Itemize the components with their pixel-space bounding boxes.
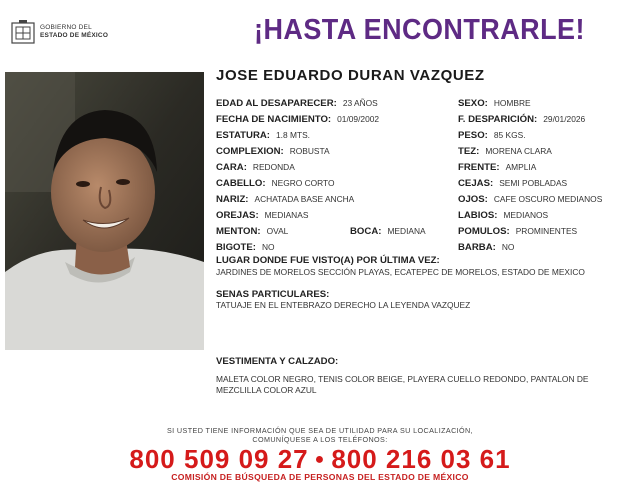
person-photo bbox=[5, 72, 204, 350]
field-bigote bbox=[216, 240, 275, 254]
person-name: JOSE EDUARDO DURAN VAZQUEZ bbox=[216, 67, 485, 84]
field-frente bbox=[458, 160, 536, 174]
field-value: 1.8 MTS. bbox=[276, 130, 310, 140]
field-cejas bbox=[458, 176, 567, 190]
field-value: NEGRO CORTO bbox=[271, 178, 335, 188]
field-orejas bbox=[216, 208, 308, 222]
field-value: CAFE OSCURO MEDIANOS bbox=[493, 194, 603, 204]
field-value: AMPLIA bbox=[505, 162, 537, 172]
field-value: HOMBRE bbox=[493, 98, 531, 108]
separator-dot-icon: ● bbox=[314, 451, 326, 468]
state-government-logo bbox=[10, 20, 120, 48]
field-edad bbox=[216, 96, 378, 110]
info-line2: COMUNÍQUESE A LOS TELÉFONOS: bbox=[252, 435, 388, 444]
field-value: 23 AÑOS bbox=[342, 98, 378, 108]
field-value: NO bbox=[261, 242, 275, 252]
field-value: PROMINENTES bbox=[515, 226, 578, 236]
field-label: OREJAS: bbox=[216, 210, 259, 221]
field-tez bbox=[458, 144, 552, 158]
field-label: MENTON: bbox=[216, 226, 261, 237]
field-label: PESO: bbox=[458, 130, 488, 141]
gov-logo-text bbox=[40, 24, 108, 40]
headline: ¡HASTA ENCONTRARLE! bbox=[254, 14, 585, 46]
field-value: OVAL bbox=[266, 226, 289, 236]
field-nariz bbox=[216, 192, 354, 206]
field-peso bbox=[458, 128, 526, 142]
field-label: OJOS: bbox=[458, 194, 488, 205]
field-value: NO bbox=[501, 242, 515, 252]
last-seen-value: JARDINES DE MORELOS SECCIÓN PLAYAS, ECATEPEC DE MORELOS, ESTADO DE MEXICO bbox=[216, 267, 585, 277]
state-emblem-icon bbox=[10, 20, 36, 46]
field-value: MEDIANOS bbox=[503, 210, 549, 220]
field-value: MORENA CLARA bbox=[485, 146, 552, 156]
field-label: LABIOS: bbox=[458, 210, 498, 221]
field-label: FRENTE: bbox=[458, 162, 500, 173]
field-label: SEXO: bbox=[458, 98, 488, 109]
field-label: COMPLEXION: bbox=[216, 146, 284, 157]
field-value: 01/09/2002 bbox=[337, 114, 380, 124]
field-label: CEJAS: bbox=[458, 178, 494, 189]
field-menton bbox=[216, 224, 288, 238]
field-ojos bbox=[458, 192, 602, 206]
field-label: ESTATURA: bbox=[216, 130, 271, 141]
field-label: CARA: bbox=[216, 162, 247, 173]
marks-value: TATUAJE EN EL ENTEBRAZO DERECHO LA LEYENDA VAZQUEZ bbox=[216, 300, 471, 310]
phone-numbers bbox=[0, 444, 640, 475]
field-label: NARIZ: bbox=[216, 194, 249, 205]
clothing-label: VESTIMENTA Y CALZADO: bbox=[216, 356, 339, 367]
field-fecha-desaparicion bbox=[458, 112, 585, 126]
field-labios bbox=[458, 208, 548, 222]
field-label: BIGOTE: bbox=[216, 242, 256, 253]
field-barba bbox=[458, 240, 514, 254]
field-value: SEMI POBLADAS bbox=[499, 178, 568, 188]
field-label: EDAD AL DESAPARECER: bbox=[216, 98, 337, 109]
field-complexion bbox=[216, 144, 330, 158]
field-label: F. DESPARICIÓN: bbox=[458, 114, 538, 125]
commission-name: COMISIÓN DE BÚSQUEDA DE PERSONAS DEL ESTADO DE MÉXICO bbox=[171, 472, 469, 482]
field-label: TEZ: bbox=[458, 146, 480, 157]
phone-1[interactable]: 800 509 09 27 bbox=[129, 444, 309, 474]
gov-logo-line2: ESTADO DE MÉXICO bbox=[40, 32, 109, 39]
field-pomulos bbox=[458, 224, 577, 238]
last-seen-label: LUGAR DONDE FUE VISTO(A) POR ÚLTIMA VEZ: bbox=[216, 255, 440, 266]
person-photo-illustration bbox=[5, 72, 204, 350]
field-value: 29/01/2026 bbox=[543, 114, 586, 124]
gov-logo-line1: GOBIERNO DEL bbox=[40, 24, 92, 31]
info-line1: SI USTED TIENE INFORMACIÓN QUE SEA DE UTILIDAD PARA SU LOCALIZACIÓN, bbox=[166, 426, 474, 435]
field-label: POMULOS: bbox=[458, 226, 510, 237]
field-value: ROBUSTA bbox=[289, 146, 330, 156]
marks-label: SENAS PARTICULARES: bbox=[216, 289, 330, 300]
field-label: BARBA: bbox=[458, 242, 496, 253]
field-value: ACHATADA BASE ANCHA bbox=[254, 194, 355, 204]
clothing-value: MALETA COLOR NEGRO, TENIS COLOR BEIGE, PLAYERA CUELLO REDONDO, PANTALON DE MEZCLILLA COLOR AZUL bbox=[216, 374, 589, 395]
field-value: REDONDA bbox=[252, 162, 295, 172]
field-estatura bbox=[216, 128, 310, 142]
field-cabello bbox=[216, 176, 335, 190]
field-value: MEDIANA bbox=[387, 226, 426, 236]
field-fecha-nacimiento bbox=[216, 112, 379, 126]
field-cara bbox=[216, 160, 295, 174]
field-sexo bbox=[458, 96, 531, 110]
field-label: CABELLO: bbox=[216, 178, 266, 189]
field-boca bbox=[350, 224, 426, 238]
field-value: MEDIANAS bbox=[264, 210, 309, 220]
field-value: 85 KGS. bbox=[493, 130, 526, 140]
field-label: BOCA: bbox=[350, 226, 382, 237]
field-label: FECHA DE NACIMIENTO: bbox=[216, 114, 332, 125]
phone-2[interactable]: 800 216 03 61 bbox=[331, 444, 511, 474]
